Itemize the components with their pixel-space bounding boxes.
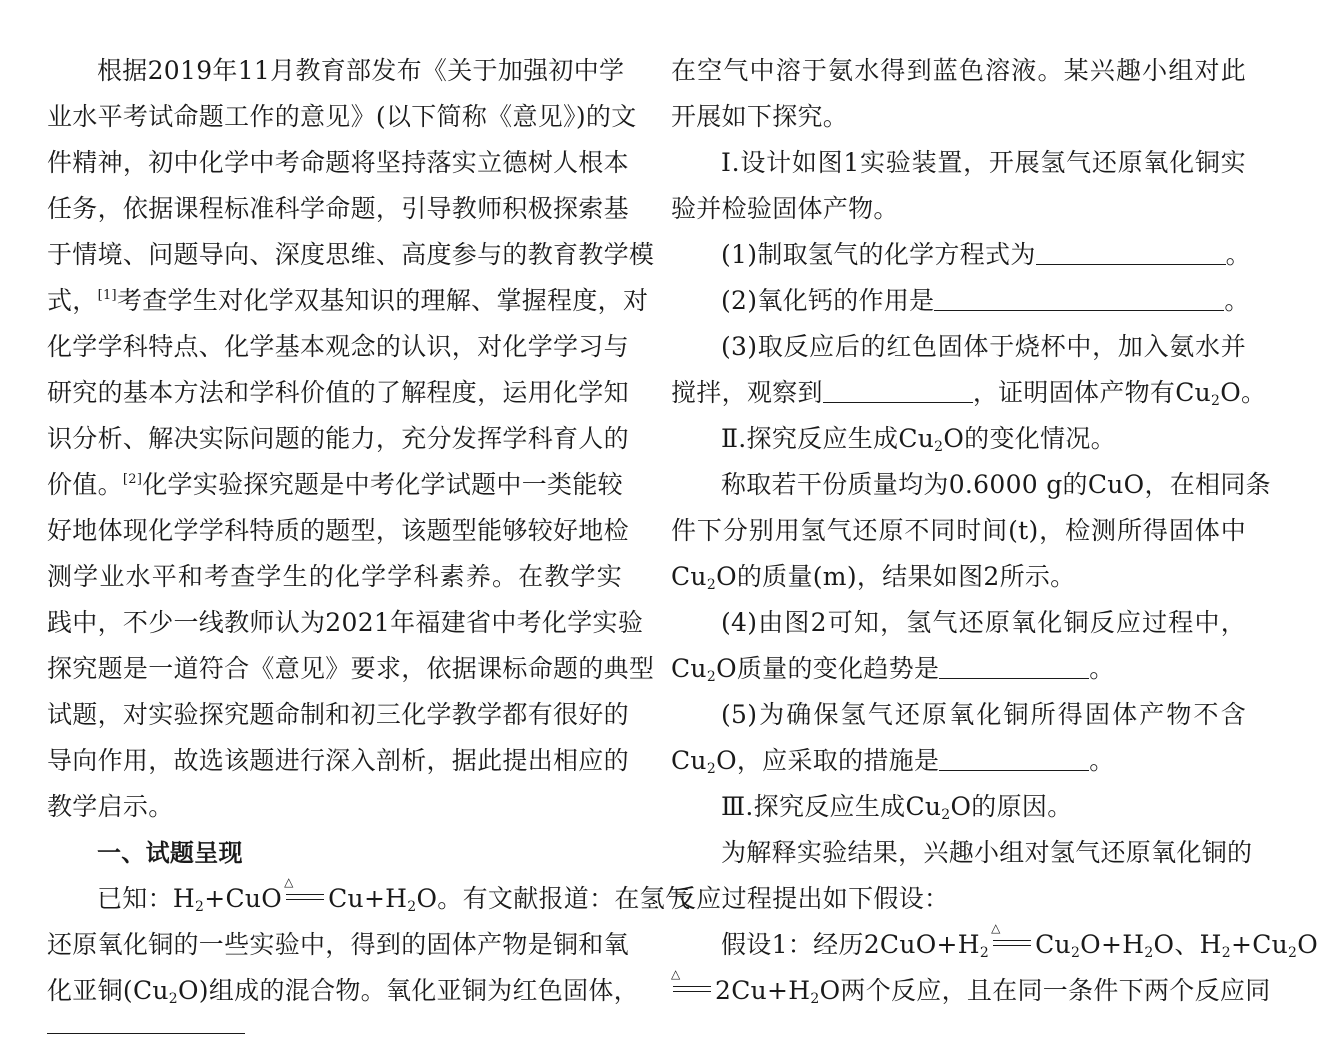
text-line: 在空气中溶于氨水得到蓝色溶液。某兴趣小组对此 xyxy=(671,56,1246,85)
section-title: Ⅰ.设计如图1实验装置，开展氢气还原氧化铜实 xyxy=(721,148,1246,177)
text-span: O+H xyxy=(1080,930,1145,959)
text-span: +CuO xyxy=(204,884,283,913)
text-span: Ⅱ.探究反应生成Cu xyxy=(721,424,935,453)
subscript: 2 xyxy=(810,991,820,1007)
text-span: O。有文献报道：在氢气 xyxy=(416,884,691,913)
text-span: Cu xyxy=(671,654,707,683)
text-line: 导向作用，故选该题进行深入剖析，据此提出相应的 xyxy=(47,746,629,775)
text-line xyxy=(671,646,1246,692)
text-line: 业水平考试命题工作的意见》(以下简称《意见》)的文 xyxy=(47,102,637,131)
text-span: ，证明固体产物有Cu xyxy=(972,378,1212,407)
text-span: 化学实验探究题是中考化学试题中一类能较 xyxy=(142,470,623,499)
subscript: 2 xyxy=(168,991,179,1007)
text-line: 化学学科特点、化学基本观念的认识，对化学学习与 xyxy=(47,332,629,361)
heat-triangle-icon: △ xyxy=(284,875,294,889)
text-span: 假设1：经历2CuO+H xyxy=(721,930,980,959)
answer-blank xyxy=(1036,234,1226,265)
text-span: O。 xyxy=(1220,378,1267,407)
text-line: 反应过程提出如下假设： xyxy=(671,884,950,913)
text-line xyxy=(671,554,1246,600)
text-line: 研究的基本方法和学科价值的了解程度，运用化学知 xyxy=(47,378,629,407)
equation-line xyxy=(671,921,1318,968)
text-line: 测学业水平和考查学生的化学学科素养。在教学实 xyxy=(47,562,622,591)
question-5: (5)为确保氢气还原氧化铜所得固体产物不含 xyxy=(721,700,1246,729)
text-span: 。 xyxy=(1089,654,1115,683)
text-span: O)组成的混合物。氧化亚铜为红色固体， xyxy=(178,976,639,1005)
subscript: 2 xyxy=(1144,945,1154,961)
subscript: 2 xyxy=(706,761,717,777)
text-line xyxy=(47,968,639,1014)
text-span: 考查学生对化学双基知识的理解、掌握程度，对 xyxy=(116,286,649,315)
text-line: 于情境、问题导向、深度思维、高度参与的教育教学模 xyxy=(47,240,655,269)
equation-line xyxy=(47,875,691,922)
subscript: 2 xyxy=(1221,945,1231,961)
text-line xyxy=(47,278,649,324)
question-2 xyxy=(671,278,1250,324)
text-span: 化亚铜(Cu xyxy=(47,976,169,1005)
subscript: 2 xyxy=(195,899,205,915)
text-span: 。 xyxy=(1225,240,1251,269)
text-span: +Cu xyxy=(1230,930,1289,959)
heating-equals-sign xyxy=(671,967,713,1001)
text-span: Cu xyxy=(1035,930,1071,959)
text-span: 。 xyxy=(1089,746,1115,775)
answer-blank xyxy=(939,648,1089,679)
text-line: 称取若干份质量均为0.6000 g的CuO，在相同条 xyxy=(721,470,1271,499)
citation-marker: [1] xyxy=(97,288,117,303)
subscript: 2 xyxy=(706,669,717,685)
text-span: O两个反应，且在同一条件下两个反应同 xyxy=(819,976,1271,1005)
question-text: (1)制取氢气的化学方程式为 xyxy=(721,240,1036,269)
text-line: 根据2019年11月教育部发布《关于加强初中学 xyxy=(97,56,625,85)
question-text: (2)氧化钙的作用是 xyxy=(721,286,935,315)
text-line: 教学启示。 xyxy=(47,792,174,821)
text-span: 2Cu+H xyxy=(715,976,811,1005)
question-1 xyxy=(671,232,1251,278)
text-span: 式， xyxy=(47,286,98,315)
section-title xyxy=(671,416,1246,462)
text-span: O的原因。 xyxy=(950,792,1073,821)
left-column xyxy=(47,48,691,1014)
section-title xyxy=(671,784,1246,830)
text-line: 践中，不少一线教师认为2021年福建省中考化学实验 xyxy=(47,608,644,637)
text-span: Ⅲ.探究反应生成Cu xyxy=(721,792,942,821)
text-line xyxy=(671,738,1246,784)
text-line: 识分析、解决实际问题的能力，充分发挥学科育人的 xyxy=(47,424,629,453)
text-span: Cu xyxy=(671,562,707,591)
text-line xyxy=(47,462,622,508)
answer-blank xyxy=(934,280,1224,311)
text-span: O质量的变化趋势是 xyxy=(716,654,940,683)
heat-triangle-icon: △ xyxy=(671,967,681,981)
text-span: 。 xyxy=(1224,286,1250,315)
text-span: 已知：H xyxy=(97,884,196,913)
text-line: 为解释实验结果，兴趣小组对氢气还原氧化铜的 xyxy=(721,838,1253,867)
answer-blank xyxy=(823,372,973,403)
citation-marker: [2] xyxy=(122,472,143,487)
subscript: 2 xyxy=(1211,393,1221,409)
text-span: O xyxy=(1297,930,1318,959)
text-line: 任务，依据课程标准科学命题，引导教师积极探索基 xyxy=(47,194,629,223)
footnote-divider xyxy=(47,1033,245,1034)
text-span: O，应采取的措施是 xyxy=(716,746,940,775)
text-line: 件精神，初中化学中考命题将坚持落实立德树人根本 xyxy=(47,148,629,177)
right-column xyxy=(671,48,1318,1014)
subscript: 2 xyxy=(934,439,944,455)
text-line: 件下分别用氢气还原不同时间(t)，检测所得固体中 xyxy=(671,516,1246,545)
text-line: 验并检验固体产物。 xyxy=(671,194,899,223)
text-span: 价值。 xyxy=(47,470,123,499)
question-4: (4)由图2可知，氢气还原氧化铜反应过程中， xyxy=(721,608,1246,637)
subscript: 2 xyxy=(941,807,951,823)
subscript: 2 xyxy=(706,577,717,593)
text-span: O的变化情况。 xyxy=(943,424,1116,453)
question-3: (3)取反应后的红色固体于烧杯中，加入氨水并 xyxy=(721,332,1246,361)
equation-line xyxy=(671,967,1271,1014)
text-line xyxy=(671,370,1267,416)
subscript: 2 xyxy=(979,945,990,961)
text-span: O、H xyxy=(1153,930,1222,959)
subscript: 2 xyxy=(1070,945,1081,961)
subscript: 2 xyxy=(407,899,417,915)
answer-blank xyxy=(939,740,1089,771)
text-line: 开展如下探究。 xyxy=(671,102,849,131)
text-span: 搅拌，观察到 xyxy=(671,378,823,407)
text-span: O的质量(m)，结果如图2所示。 xyxy=(716,562,1076,591)
text-line: 试题，对实验探究题命制和初三化学教学都有很好的 xyxy=(47,700,629,729)
heating-equals-sign xyxy=(284,875,326,909)
subscript: 2 xyxy=(1288,945,1298,961)
text-line: 好地体现化学学科特质的题型，该题型能够较好地检 xyxy=(47,516,629,545)
text-line: 还原氧化铜的一些实验中，得到的固体产物是铜和氧 xyxy=(47,930,629,959)
heating-equals-sign xyxy=(991,921,1033,955)
text-span: Cu xyxy=(671,746,707,775)
heat-triangle-icon: △ xyxy=(991,921,1001,935)
text-span: Cu+H xyxy=(328,884,408,913)
text-line: 探究题是一道符合《意见》要求，依据课标命题的典型 xyxy=(47,654,655,683)
section-heading: 一、试题呈现 xyxy=(97,839,243,867)
